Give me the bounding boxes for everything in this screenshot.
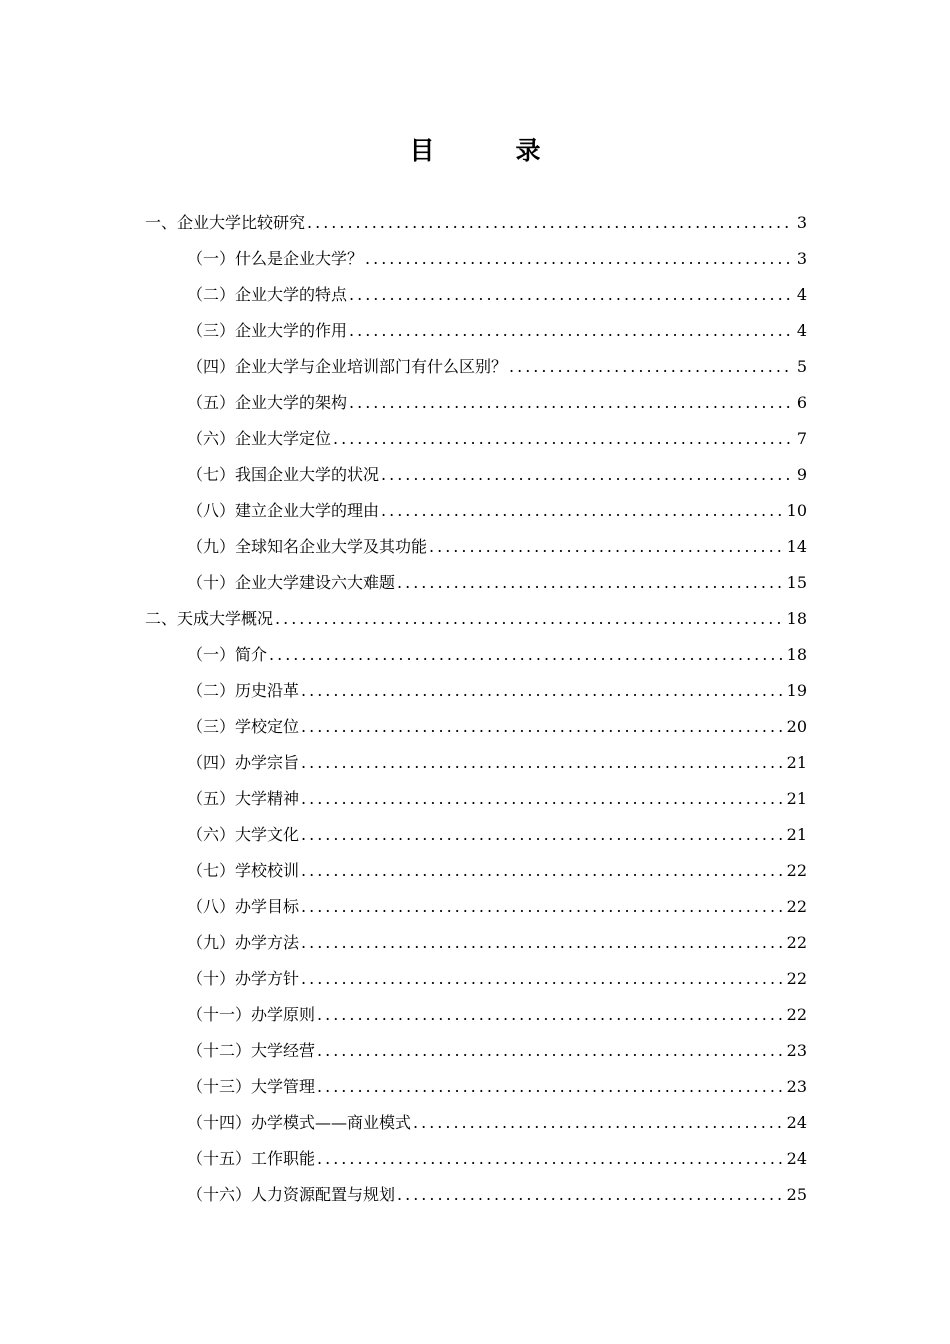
toc-subsection-entry[interactable] xyxy=(145,313,807,349)
toc-dot-leader xyxy=(301,673,783,709)
toc-page-number: 10 xyxy=(786,501,807,520)
toc-subsection-entry[interactable] xyxy=(145,1141,807,1177)
toc-dot-leader xyxy=(301,817,783,853)
toc-page-number: 18 xyxy=(786,645,807,664)
toc-entry-label: （十三）大学管理 xyxy=(187,1077,316,1096)
toc-dot-leader xyxy=(301,889,783,925)
toc-page-number: 5 xyxy=(796,357,807,376)
toc-entry-label: （六）大学文化 xyxy=(187,825,300,844)
toc-list xyxy=(145,205,807,1213)
toc-subsection-entry[interactable] xyxy=(145,745,807,781)
toc-dot-leader xyxy=(349,277,793,313)
toc-section-entry[interactable] xyxy=(145,601,807,637)
toc-entry-label: （九）全球知名企业大学及其功能 xyxy=(187,537,428,556)
toc-dot-leader xyxy=(301,709,783,745)
toc-page-number: 24 xyxy=(786,1113,807,1132)
toc-subsection-entry[interactable] xyxy=(145,709,807,745)
toc-dot-leader xyxy=(301,925,783,961)
toc-page-number: 3 xyxy=(796,213,807,232)
toc-subsection-entry[interactable] xyxy=(145,349,807,385)
toc-dot-leader xyxy=(269,637,783,673)
toc-page-number: 7 xyxy=(796,429,807,448)
toc-page-number: 18 xyxy=(786,609,807,628)
toc-entry-label: （二）企业大学的特点 xyxy=(187,285,348,304)
toc-dot-leader xyxy=(317,1033,783,1069)
toc-entry-label: （十六）人力资源配置与规划 xyxy=(187,1185,396,1204)
toc-subsection-entry[interactable] xyxy=(145,781,807,817)
toc-subsection-entry[interactable] xyxy=(145,1033,807,1069)
toc-page-number: 22 xyxy=(786,969,807,988)
toc-entry-label: （三）学校定位 xyxy=(187,717,300,736)
toc-subsection-entry[interactable] xyxy=(145,889,807,925)
toc-page-number: 23 xyxy=(786,1077,807,1096)
toc-page-number: 4 xyxy=(796,321,807,340)
toc-dot-leader xyxy=(301,781,783,817)
toc-dot-leader xyxy=(381,493,783,529)
toc-page-number: 23 xyxy=(786,1041,807,1060)
toc-subsection-entry[interactable] xyxy=(145,817,807,853)
toc-entry-label: 二、天成大学概况 xyxy=(145,609,274,628)
toc-entry-label: （五）大学精神 xyxy=(187,789,300,808)
toc-dot-leader xyxy=(413,1105,783,1141)
toc-page-number: 9 xyxy=(796,465,807,484)
toc-subsection-entry[interactable] xyxy=(145,853,807,889)
toc-entry-label: （二）历史沿革 xyxy=(187,681,300,700)
toc-entry-label: （七）我国企业大学的状况 xyxy=(187,465,380,484)
toc-dot-leader xyxy=(365,241,793,277)
toc-dot-leader xyxy=(301,745,783,781)
toc-entry-label: （一）简介 xyxy=(187,645,268,664)
toc-subsection-entry[interactable] xyxy=(145,385,807,421)
toc-subsection-entry[interactable] xyxy=(145,493,807,529)
toc-subsection-entry[interactable] xyxy=(145,637,807,673)
toc-subsection-entry[interactable] xyxy=(145,997,807,1033)
toc-page-number: 22 xyxy=(786,1005,807,1024)
toc-subsection-entry[interactable] xyxy=(145,529,807,565)
toc-dot-leader xyxy=(307,205,793,241)
toc-entry-label: （四）企业大学与企业培训部门有什么区别？ xyxy=(187,357,508,376)
toc-entry-label: （三）企业大学的作用 xyxy=(187,321,348,340)
toc-entry-label: （一）什么是企业大学？ xyxy=(187,249,364,268)
toc-dot-leader xyxy=(349,385,793,421)
toc-dot-leader xyxy=(301,853,783,889)
toc-entry-label: （五）企业大学的架构 xyxy=(187,393,348,412)
toc-dot-leader xyxy=(429,529,783,565)
toc-dot-leader xyxy=(301,961,783,997)
toc-page-number: 20 xyxy=(786,717,807,736)
toc-entry-label: （六）企业大学定位 xyxy=(187,429,332,448)
toc-dot-leader xyxy=(333,421,793,457)
toc-page-number: 6 xyxy=(796,393,807,412)
toc-entry-label: （八）办学目标 xyxy=(187,897,300,916)
toc-entry-label: （九）办学方法 xyxy=(187,933,300,952)
toc-page-number: 14 xyxy=(786,537,807,556)
toc-dot-leader xyxy=(349,313,793,349)
toc-entry-label: 一、企业大学比较研究 xyxy=(145,213,306,232)
toc-entry-label: （七）学校校训 xyxy=(187,861,300,880)
toc-page-number: 25 xyxy=(786,1185,807,1204)
toc-entry-label: （十二）大学经营 xyxy=(187,1041,316,1060)
toc-subsection-entry[interactable] xyxy=(145,1177,807,1213)
toc-dot-leader xyxy=(397,1177,783,1213)
toc-entry-label: （十）企业大学建设六大难题 xyxy=(187,573,396,592)
toc-dot-leader xyxy=(275,601,783,637)
toc-dot-leader xyxy=(317,1069,783,1105)
toc-entry-label: （十五）工作职能 xyxy=(187,1149,316,1168)
toc-subsection-entry[interactable] xyxy=(145,277,807,313)
toc-entry-label: （四）办学宗旨 xyxy=(187,753,300,772)
toc-section-entry[interactable] xyxy=(145,205,807,241)
toc-entry-label: （十一）办学原则 xyxy=(187,1005,316,1024)
toc-page-number: 22 xyxy=(786,897,807,916)
toc-page-number: 3 xyxy=(796,249,807,268)
toc-subsection-entry[interactable] xyxy=(145,673,807,709)
toc-page-number: 4 xyxy=(796,285,807,304)
toc-subsection-entry[interactable] xyxy=(145,1069,807,1105)
toc-page-number: 21 xyxy=(786,825,807,844)
toc-page-number: 15 xyxy=(786,573,807,592)
toc-subsection-entry[interactable] xyxy=(145,241,807,277)
toc-subsection-entry[interactable] xyxy=(145,457,807,493)
toc-dot-leader xyxy=(317,997,783,1033)
toc-subsection-entry[interactable] xyxy=(145,1105,807,1141)
toc-entry-label: （八）建立企业大学的理由 xyxy=(187,501,380,520)
toc-subsection-entry[interactable] xyxy=(145,421,807,457)
toc-entry-label: （十）办学方针 xyxy=(187,969,300,988)
toc-page-number: 19 xyxy=(786,681,807,700)
toc-page-number: 24 xyxy=(786,1149,807,1168)
toc-dot-leader xyxy=(381,457,793,493)
toc-subsection-entry[interactable] xyxy=(145,925,807,961)
toc-page-number: 22 xyxy=(786,861,807,880)
toc-dot-leader xyxy=(397,565,783,601)
toc-subsection-entry[interactable] xyxy=(145,565,807,601)
toc-page-number: 21 xyxy=(786,753,807,772)
toc-subsection-entry[interactable] xyxy=(145,961,807,997)
toc-dot-leader xyxy=(509,349,793,385)
toc-entry-label: （十四）办学模式——商业模式 xyxy=(187,1113,412,1132)
toc-page-number: 21 xyxy=(786,789,807,808)
toc-dot-leader xyxy=(317,1141,783,1177)
toc-title: 目 录 xyxy=(409,136,569,165)
toc-page-number: 22 xyxy=(786,933,807,952)
